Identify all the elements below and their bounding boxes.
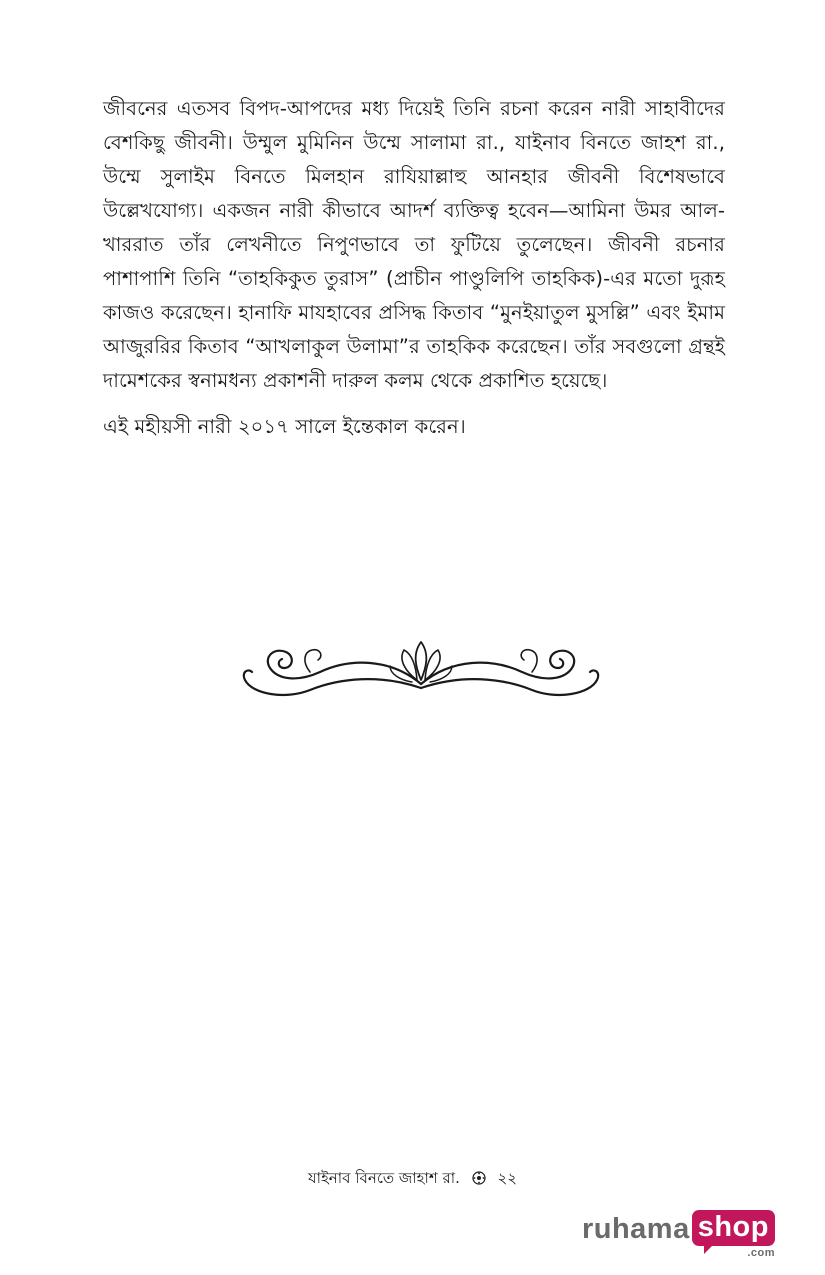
paragraph-biography: জীবনের এতসব বিপদ-আপদের মধ্য দিয়েই তিনি রচনা করেন নারী সাহাবীদের বেশকিছু জীবনী। উম্মুল মুমিনিন উম্মে সালামা রা., যাইনাব বিনতে জাহশ রা., উম্মে সুলাইম বিনতে মিলহান রাযিয়াল্লাহু আনহার জীবনী বিশেষভাবে উল্লেখযোগ্য। একজন নারী কীভাবে আদর্শ ব্যক্তিত্ব হবেন—আমিনা উমর আল-খাররাত তাঁর লেখনীতে নিপুণভাবে তা ফুটিয়ে তুলেছেন। জীবনী রচনার পাশাপাশি তিনি “তাহকিকুত তুরাস” (প্রাচীন পাণ্ডুলিপি তাহকিক)-এর মতো দুরূহ কাজও করেছেন। হানাফি মাযহাবের প্রসিদ্ধ কিতাব “মুনইয়াতুল মুসল্লি” এবং ইমাম আজুররির কিতাব “আখলাকুল উলামা”র তাহকিক করেছেন। তাঁর সবগুলো গ্রন্থই দামেশকের স্বনামধন্য প্রকাশনী দারুল কলম থেকে প্রকাশিত হয়েছে। <box>103 97 725 392</box>
body-text <box>103 92 725 444</box>
watermark-shop-text: shop <box>697 1211 769 1243</box>
ruhamashop-watermark-logo <box>582 1210 775 1260</box>
watermark-ruhama-text: ruhama <box>581 1213 690 1245</box>
running-title: যাইনাব বিনতে জাহাশ রা. <box>308 1169 460 1187</box>
ornamental-separator-icon <box>471 1170 487 1186</box>
page-footer <box>0 1167 825 1189</box>
page-number: ২২ <box>497 1169 517 1187</box>
paragraph-death: এই মহীয়সী নারী ২০১৭ সালে ইন্তেকাল করেন। <box>103 415 466 438</box>
flourish-divider-icon <box>240 628 602 700</box>
watermark-shop-badge <box>692 1210 775 1259</box>
watermark-domain-text: .com <box>747 1247 775 1259</box>
